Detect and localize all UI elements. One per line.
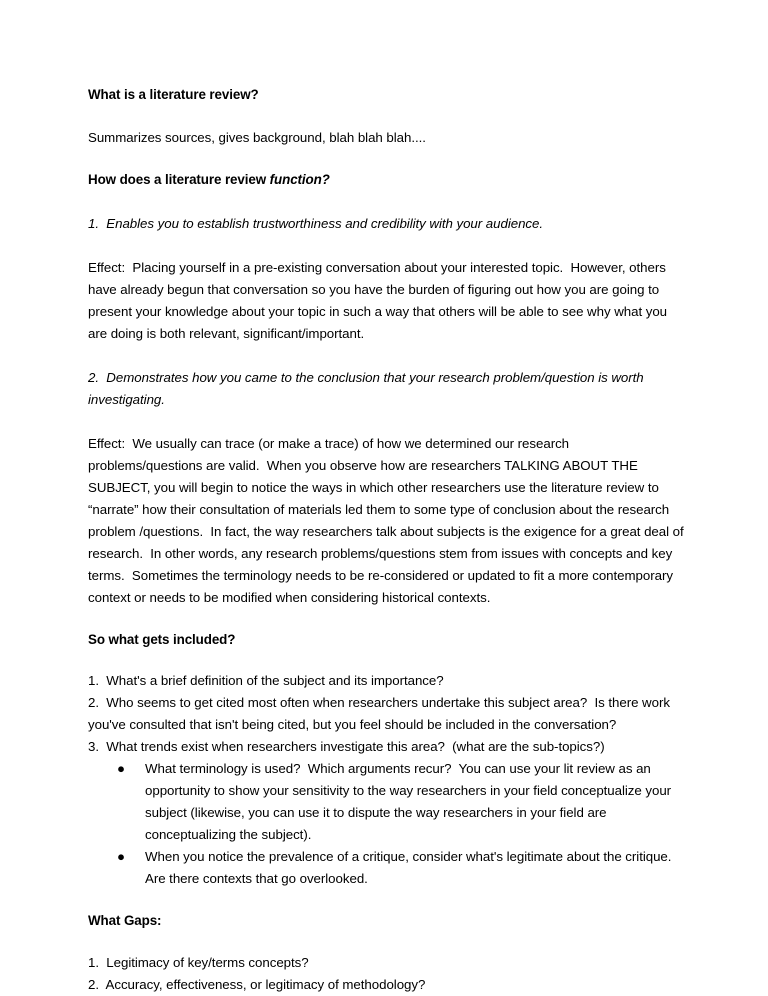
spacer [88, 928, 686, 952]
list-item: 3. What trends exist when researchers investigate this area? (what are the sub-topics?) [88, 739, 605, 755]
function-item-2-statement [88, 367, 686, 411]
function-item-1-statement [88, 213, 686, 235]
function-item-2-effect: Effect: We usually can trace (or make a trace) of how we determined our research problems/questions are valid. When you observe how are researchers TALKING ABOUT THE SUBJECT, you will begin to notice the ways in which other researchers use the literature review to “narrate” how their consultation of materials led them to some type of conclusion about the research problem /questions. In fact, the way researchers talk about subjects is the exigence for a great deal of research. In other words, any research problems/questions stem from issues with concepts and key terms. Sometimes the terminology needs to be re-considered or updated to fit a more contemporary context or needs to be modified when considering historical contexts. [88, 435, 688, 605]
function-item-1-number: 1. [88, 215, 99, 231]
spacer [88, 187, 686, 213]
list-item: 2. Accuracy, effectiveness, or legitimacy of methodology? [88, 976, 426, 992]
document-body [88, 88, 686, 996]
heading-so-what-gets-included: So what gets included? [88, 631, 236, 647]
spacer [88, 101, 686, 127]
included-numbered-list [88, 670, 686, 758]
list-item [88, 846, 686, 890]
list-item-text: What terminology is used? Which arguments recur? You can use your lit review as an opportunity to show your sensitivity to the way researchers in your field conceptualize your subject (likewise, you can use it to dispute the way researchers in your field are conceptualizing the subject). [145, 761, 675, 843]
bullet-icon: ● [117, 849, 125, 865]
heading-what-gaps: What Gaps: [88, 913, 162, 929]
spacer [88, 345, 686, 367]
list-item: 2. Who seems to get cited most often when researchers undertake this subject area? Is there work you've consulted that isn't being cited, but you feel should be included in the conversation? [88, 695, 674, 733]
bullet-icon: ● [117, 761, 125, 777]
heading-what-is-a-literature-review: What is a literature review? [88, 87, 259, 102]
heading-how-does-a-literature-review-function [88, 173, 686, 186]
function-item-2-text: Demonstrates how you came to the conclusion that your research problem/question is worth investigating. [88, 369, 648, 407]
gaps-numbered-list [88, 952, 686, 996]
spacer [88, 235, 686, 257]
list-item: 1. What's a brief definition of the subject and its importance? [88, 673, 444, 689]
heading-how-function-text: How does a literature review [88, 172, 270, 188]
included-bullet-list [88, 758, 686, 890]
paragraph-summarizes-sources: Summarizes sources, gives background, blah blah blah.... [88, 130, 426, 146]
spacer [88, 646, 686, 670]
spacer [88, 149, 686, 173]
heading-how-function-emphasis: function? [269, 172, 330, 188]
list-item-text: When you notice the prevalence of a critique, consider what's legitimate about the critique. Are there contexts that go overlooked. [145, 849, 678, 887]
list-item [88, 758, 686, 846]
function-item-1-text: Enables you to establish trustworthiness and credibility with your audience. [106, 215, 544, 231]
spacer [88, 609, 686, 633]
spacer [88, 890, 686, 914]
function-item-2-number: 2. [88, 369, 99, 385]
spacer [88, 411, 686, 433]
list-item: 1. Legitimacy of key/terms concepts? [88, 954, 309, 970]
function-item-1-effect: Effect: Placing yourself in a pre-existing conversation about your interested topic. However, others have already begun that conversation so you have the burden of figuring out how you are going to present your knowledge about your topic in such a way that others will be able to see why what you are doing is both relevant, significant/important. [88, 259, 671, 341]
